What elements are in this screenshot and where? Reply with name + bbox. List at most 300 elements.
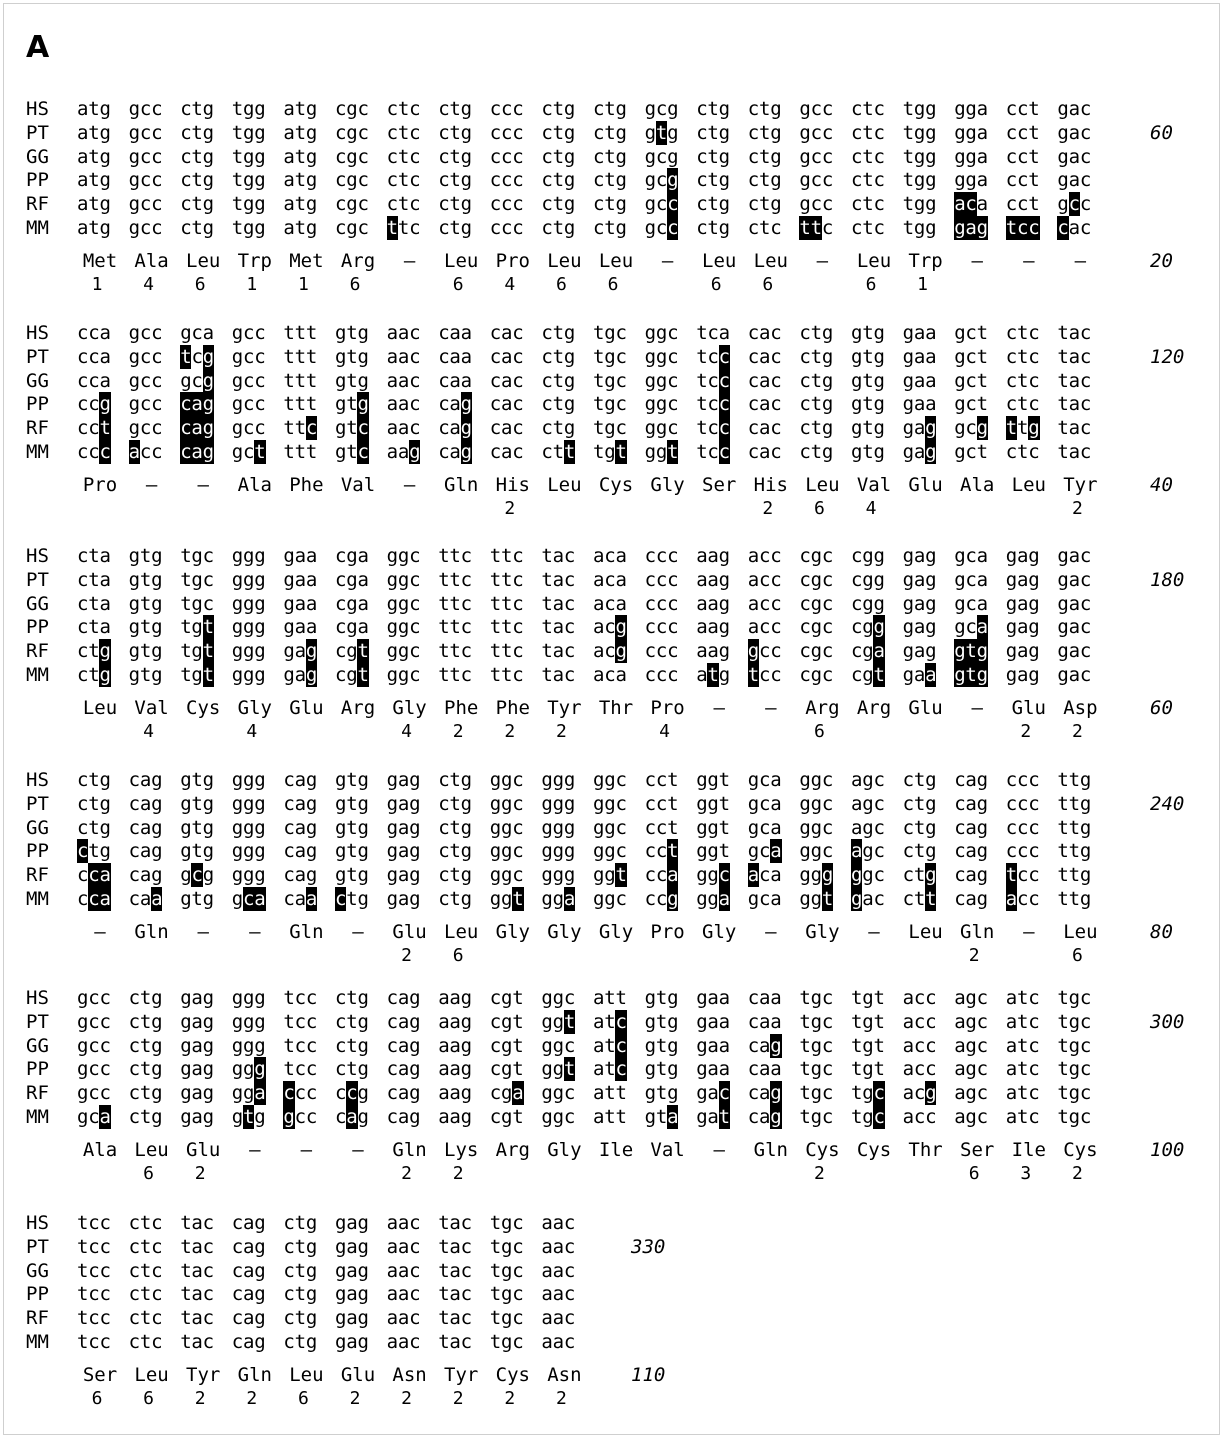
codon-text: aag: [438, 1058, 472, 1081]
codon: [645, 369, 693, 393]
amino-acid: Gly: [805, 921, 840, 943]
codon: [645, 216, 693, 240]
codon: [954, 816, 1002, 840]
codon-text: ttt: [283, 393, 318, 416]
codon: [1057, 568, 1105, 592]
codon: [283, 1105, 331, 1129]
codon: [1057, 97, 1105, 121]
codon-text: gaa: [696, 1034, 730, 1057]
codon-text: agc: [954, 987, 988, 1009]
amino-acid: Val: [856, 474, 892, 496]
codon-text: ccc: [1005, 792, 1040, 815]
codon-text: cgc: [799, 568, 834, 591]
codon: [1006, 1105, 1054, 1129]
codon: [696, 145, 744, 169]
codon-text: ggg: [231, 1010, 266, 1033]
codon-text: tgc: [799, 1106, 834, 1128]
substitution-highlight: t: [615, 441, 627, 463]
codon-text: ctg: [747, 98, 782, 120]
codon-text: ctc: [851, 121, 885, 144]
codon-text: ctc: [1005, 393, 1040, 416]
substitution-highlight: t: [615, 864, 627, 887]
codon: [387, 887, 435, 911]
amino-acid: Gln: [753, 1139, 788, 1161]
codon: [490, 168, 538, 192]
codon-text: ggc: [489, 792, 524, 815]
codon: [335, 440, 383, 464]
codon: [232, 986, 280, 1010]
codon: [438, 1259, 486, 1283]
codon-text: ctc: [851, 169, 885, 192]
codon: [541, 440, 589, 464]
codon-text: ggg: [231, 864, 266, 887]
codon-text: gct: [954, 441, 988, 463]
codon: [696, 392, 744, 416]
codon-text: gcc: [128, 145, 163, 168]
codon-text: tg: [346, 888, 369, 910]
codon: [232, 145, 280, 169]
codon: [180, 216, 228, 240]
codon: [335, 145, 383, 169]
codon-text: ccc: [489, 193, 524, 216]
codon-text: ttc: [489, 616, 524, 639]
codon-count: 6: [143, 1388, 155, 1409]
codon: [696, 168, 744, 192]
amino-acid: Gly: [650, 474, 685, 496]
codon: [180, 816, 228, 840]
codon-count: 2: [1071, 721, 1083, 742]
substitution-highlight: a: [925, 664, 937, 686]
codon: [283, 97, 331, 121]
codon-count: 2: [504, 498, 516, 519]
codon: [129, 168, 177, 192]
codon: [903, 321, 951, 345]
codon-count: 2: [401, 945, 413, 966]
codon-text: tgt: [851, 1034, 885, 1057]
codon-text: gag: [902, 568, 937, 591]
codon: [954, 1034, 1002, 1058]
codon: [387, 1057, 435, 1081]
codon: [490, 792, 538, 816]
codon: [180, 145, 228, 169]
codon-text: tg: [593, 441, 616, 463]
codon-text: gag: [335, 1259, 369, 1282]
codon: [387, 1282, 435, 1306]
codon-text: cag: [386, 987, 421, 1009]
codon-text: aac: [386, 417, 421, 440]
codon: [593, 863, 641, 887]
substitution-highlight: g: [305, 664, 318, 686]
substitution-highlight: g: [976, 417, 988, 440]
substitution-highlight: ac: [954, 193, 977, 216]
codon-text: cct: [644, 769, 679, 791]
codon-count: 4: [401, 721, 413, 742]
codon-text: ctg: [799, 441, 834, 463]
codon: [954, 97, 1002, 121]
substitution-highlight: a: [128, 441, 140, 463]
codon: [490, 1081, 538, 1105]
codon-text: ggg: [231, 640, 266, 663]
codon: [180, 416, 228, 440]
codon-text: ctg: [438, 864, 472, 887]
codon: [129, 1259, 177, 1283]
codon: [232, 568, 280, 592]
codon-count: 1: [917, 274, 929, 295]
codon: [232, 887, 280, 911]
codon: [696, 816, 744, 840]
codon: [129, 1034, 177, 1058]
codon-count: 2: [1071, 498, 1083, 519]
codon-text: ttc: [438, 545, 472, 567]
codon: [903, 1057, 951, 1081]
codon: [387, 369, 435, 393]
codon: [129, 416, 177, 440]
codon-text: gtg: [335, 840, 369, 863]
codon: [129, 145, 177, 169]
codon-text: gtg: [128, 568, 163, 591]
codon-text: tcc: [77, 1307, 111, 1330]
codon-text: tcc: [283, 1058, 318, 1081]
amino-acid: Tyr: [547, 697, 582, 719]
codon: [799, 121, 847, 145]
substitution-highlight: a: [667, 1106, 679, 1128]
codon-text: gct: [954, 345, 988, 368]
codon: [335, 816, 383, 840]
codon: [77, 592, 125, 616]
amino-acid: Gly: [495, 921, 530, 943]
codon-text: tac: [180, 1307, 214, 1330]
codon-text: gtg: [644, 1010, 679, 1033]
codon: [283, 121, 331, 145]
codon: [799, 887, 847, 911]
substitution-highlight: c: [615, 1010, 627, 1033]
codon: [645, 592, 693, 616]
codon: [283, 1057, 331, 1081]
codon: [180, 321, 228, 345]
codon-text: cac: [747, 417, 782, 440]
substitution-highlight: t: [180, 345, 192, 368]
codon-count: 2: [194, 1163, 206, 1184]
codon: [77, 1010, 125, 1034]
codon-text: gcc: [231, 345, 266, 368]
codon-text: ctg: [77, 769, 111, 791]
codon: [387, 1034, 435, 1058]
amino-acid: Leu: [1063, 921, 1098, 943]
codon: [180, 1010, 228, 1034]
codon-text: gcc: [799, 193, 834, 216]
amino-acid: Gln: [237, 1364, 272, 1386]
codon: [77, 145, 125, 169]
codon: [490, 1211, 538, 1235]
amino-acid: Leu: [753, 250, 788, 272]
codon: [232, 345, 280, 369]
substitution-highlight: t: [563, 1058, 576, 1081]
codon-text: gaa: [283, 616, 318, 639]
codon: [1006, 1034, 1054, 1058]
codon: [903, 1081, 951, 1105]
codon-text: ctg: [335, 1058, 369, 1081]
species-label: PT: [26, 345, 49, 368]
codon-text: gg: [799, 888, 822, 910]
substitution-highlight: c: [667, 217, 679, 239]
codon-text: ga: [696, 1082, 719, 1105]
codon-text: aag: [438, 987, 472, 1009]
codon: [490, 986, 538, 1010]
codon-text: ctg: [696, 193, 730, 216]
codon: [1006, 97, 1054, 121]
codon: [903, 1034, 951, 1058]
codon-text: ccc: [489, 121, 524, 144]
codon-text: ggc: [541, 1082, 576, 1105]
codon-count: 6: [452, 945, 464, 966]
codon-text: ga: [902, 417, 926, 440]
codon-count: 6: [143, 1163, 155, 1184]
species-label: GG: [26, 1259, 49, 1282]
codon-text: ctg: [283, 1235, 318, 1258]
codon-text: ctg: [799, 393, 834, 416]
codon: [1006, 816, 1054, 840]
codon-text: gac: [1057, 640, 1092, 663]
amino-acid: –: [197, 921, 209, 943]
codon-text: ttt: [283, 441, 318, 463]
codon-text: gaa: [696, 987, 730, 1009]
codon: [335, 863, 383, 887]
codon: [851, 345, 899, 369]
codon-count: 2: [401, 1163, 413, 1184]
amino-acid: Glu: [186, 1139, 221, 1161]
codon: [232, 1259, 280, 1283]
codon: [1057, 321, 1105, 345]
codon-text: ctg: [283, 1212, 318, 1234]
codon-text: aac: [386, 322, 421, 344]
codon: [77, 663, 125, 687]
substitution-highlight: g: [460, 441, 472, 463]
codon: [851, 887, 899, 911]
codon-text: ct: [77, 640, 100, 663]
codon: [851, 816, 899, 840]
codon-text: cta: [77, 592, 111, 615]
codon: [387, 416, 435, 440]
codon: [541, 768, 589, 792]
amino-acid: Glu: [908, 697, 943, 719]
codon: [283, 1211, 331, 1235]
codon: [283, 145, 331, 169]
codon-text: att: [593, 1106, 627, 1128]
codon: [799, 1081, 847, 1105]
codon: [283, 1010, 331, 1034]
codon-text: ctg: [541, 369, 576, 392]
codon: [232, 639, 280, 663]
codon-text: ggc: [386, 664, 421, 686]
codon: [541, 663, 589, 687]
codon: [438, 1235, 486, 1259]
amino-acid: –: [765, 921, 777, 943]
codon-text: cgc: [335, 98, 369, 120]
species-label: MM: [26, 1331, 49, 1353]
amino-acid: Tyr: [1063, 474, 1098, 496]
species-label: PT: [26, 1235, 49, 1258]
codon-text: ctg: [541, 393, 576, 416]
codon-text: atg: [283, 145, 318, 168]
codon: [851, 145, 899, 169]
codon: [645, 887, 693, 911]
codon-text: ttc: [489, 664, 524, 686]
codon-text: g: [357, 1082, 369, 1105]
codon-text: gcc: [128, 322, 163, 344]
codon: [77, 192, 125, 216]
codon-text: tc: [696, 417, 719, 440]
codon: [1006, 168, 1054, 192]
codon-text: caa: [438, 322, 472, 344]
codon-text: gac: [1057, 616, 1092, 639]
substitution-highlight: a: [1005, 888, 1018, 910]
codon-text: ctg: [438, 217, 472, 239]
codon: [490, 544, 538, 568]
codon-text: gag: [180, 1106, 214, 1128]
substitution-highlight: g: [357, 393, 369, 416]
codon-text: gca: [747, 792, 782, 815]
codon: [593, 440, 641, 464]
codon-text: cta: [77, 545, 111, 567]
codon: [1057, 392, 1105, 416]
codon-text: tac: [1057, 369, 1092, 392]
codon-text: tgc: [489, 1235, 524, 1258]
codon: [438, 416, 486, 440]
codon-count: 2: [452, 1388, 464, 1409]
codon-count: 6: [349, 274, 361, 295]
codon: [129, 1235, 177, 1259]
codon: [1006, 121, 1054, 145]
codon: [593, 416, 641, 440]
codon: [387, 1235, 435, 1259]
codon-text: gg: [231, 1082, 255, 1105]
codon-text: tgg: [231, 121, 266, 144]
codon-text: ccc: [644, 616, 679, 639]
codon-text: ctg: [438, 792, 472, 815]
codon-text: ttg: [1057, 769, 1092, 791]
substitution-highlight: g: [409, 441, 421, 463]
codon: [438, 887, 486, 911]
codon: [438, 145, 486, 169]
codon-text: atg: [283, 121, 318, 144]
species-label: RF: [26, 1307, 49, 1330]
substitution-highlight: tcc: [1005, 217, 1040, 239]
codon: [954, 568, 1002, 592]
codon: [1006, 639, 1054, 663]
codon: [283, 568, 331, 592]
codon: [387, 1306, 435, 1330]
codon-text: atg: [283, 193, 318, 216]
codon: [438, 615, 486, 639]
codon-text: gct: [954, 369, 988, 392]
codon: [799, 816, 847, 840]
codon: [954, 321, 1002, 345]
codon-text: atg: [77, 121, 111, 144]
codon-text: ttc: [489, 568, 524, 591]
codon-text: cac: [489, 345, 524, 368]
codon-text: g: [644, 121, 656, 144]
codon-text: aag: [438, 1082, 472, 1105]
codon: [180, 440, 228, 464]
codon: [593, 121, 641, 145]
codon: [954, 544, 1002, 568]
codon: [696, 121, 744, 145]
amino-acid-position: 80: [1150, 921, 1173, 943]
codon: [748, 816, 796, 840]
codon-text: gt: [335, 393, 358, 416]
codon: [232, 192, 280, 216]
codon-text: gga: [954, 98, 988, 120]
codon-count: 4: [143, 274, 155, 295]
codon: [490, 568, 538, 592]
codon: [232, 1235, 280, 1259]
codon-text: gtg: [335, 816, 369, 839]
codon-text: cac: [489, 369, 524, 392]
amino-acid: Leu: [82, 697, 118, 719]
codon: [77, 1057, 125, 1081]
codon-text: gct: [954, 322, 988, 344]
codon: [335, 216, 383, 240]
codon-text: gtg: [180, 792, 214, 815]
codon: [77, 216, 125, 240]
codon: [954, 440, 1002, 464]
codon-text: aac: [386, 345, 421, 368]
codon: [490, 145, 538, 169]
codon: [77, 1211, 125, 1235]
amino-acid: Ser: [702, 474, 737, 496]
codon: [748, 345, 796, 369]
codon-text: aac: [541, 1283, 576, 1306]
codon-text: cac: [747, 369, 782, 392]
codon: [541, 986, 589, 1010]
substitution-highlight: c: [615, 1058, 627, 1081]
amino-acid: Leu: [856, 250, 892, 272]
codon-text: tac: [1057, 345, 1092, 368]
codon-text: tcc: [77, 1283, 111, 1306]
codon: [129, 663, 177, 687]
codon-text: ggt: [696, 840, 730, 863]
codon: [541, 839, 589, 863]
codon-text: g: [718, 664, 730, 686]
codon-text: cgg: [851, 545, 885, 567]
codon-text: cag: [386, 1010, 421, 1033]
codon-text: aag: [438, 1034, 472, 1057]
substitution-highlight: t: [1005, 864, 1018, 887]
codon: [1006, 663, 1054, 687]
amino-acid: Gly: [237, 697, 272, 719]
codon: [593, 1057, 641, 1081]
codon-text: cag: [128, 840, 163, 863]
codon-text: gcc: [128, 393, 163, 416]
codon: [77, 121, 125, 145]
codon: [283, 768, 331, 792]
codon-text: cag: [954, 816, 988, 839]
codon-text: tca: [696, 322, 730, 344]
substitution-highlight: t: [202, 640, 214, 663]
codon: [1006, 1010, 1054, 1034]
codon: [1057, 1081, 1105, 1105]
codon-text: caa: [747, 987, 782, 1009]
codon: [180, 392, 228, 416]
codon-text: c: [191, 345, 203, 368]
codon: [645, 145, 693, 169]
codon: [799, 639, 847, 663]
codon: [645, 416, 693, 440]
species-label: MM: [26, 1106, 49, 1128]
codon: [77, 392, 125, 416]
codon-text: tgg: [902, 169, 937, 192]
codon-count: 2: [1071, 1163, 1083, 1184]
